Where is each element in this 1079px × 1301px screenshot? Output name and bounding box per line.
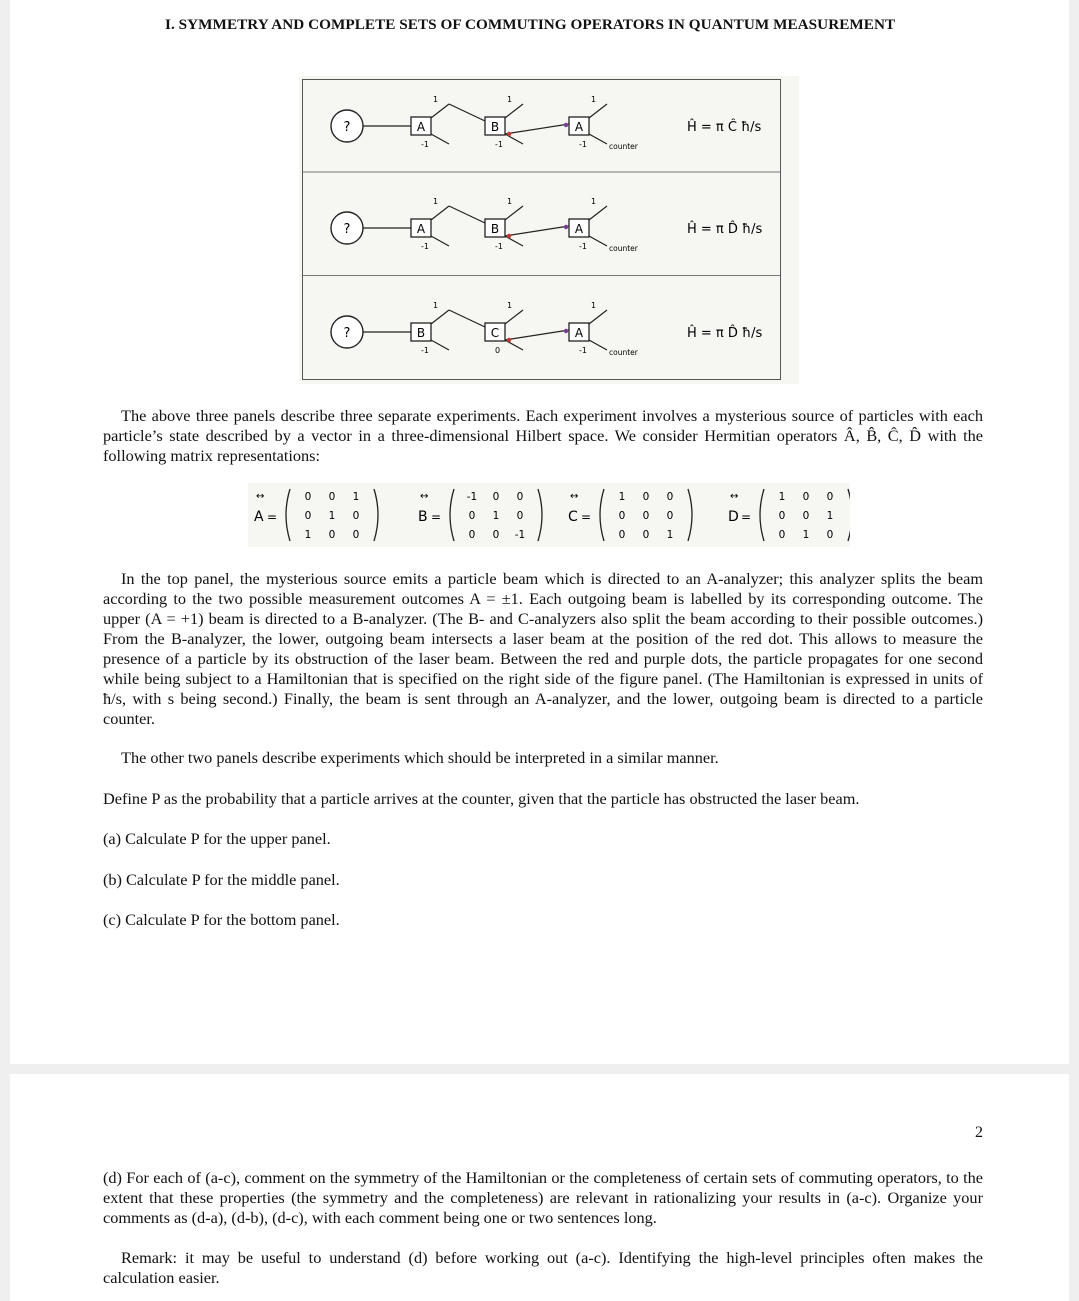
- matrix-entry: 0: [618, 529, 626, 541]
- analyzer-label: A: [416, 222, 426, 236]
- matrix-entry: 0: [802, 491, 810, 503]
- outcome-label: 1: [507, 197, 513, 206]
- counter-label: counter: [609, 348, 638, 357]
- matrix-label: C: [568, 509, 578, 525]
- define-text: Define P as the probability that a particle arrives at the counter, given that the particle has obstructed the laser beam.: [103, 789, 860, 808]
- question-c: (c) Calculate P for the bottom panel.: [103, 910, 340, 929]
- analyzer-label: B: [490, 120, 500, 134]
- matrix-entry: 0: [328, 529, 336, 541]
- matrix-entry: 0: [802, 510, 810, 522]
- equals-sign: =: [431, 510, 442, 524]
- question-b: (b) Calculate P for the middle panel.: [103, 870, 340, 889]
- outcome-label: -1: [579, 346, 587, 355]
- matrix-entry: 0: [826, 529, 834, 541]
- matrix-entry: 0: [618, 510, 626, 522]
- matrix-entry: 1: [802, 529, 810, 541]
- equals-sign: =: [267, 510, 278, 524]
- question-d: (d) For each of (a-c), comment on the symmetry of the Hamiltonian or the completeness of certain sets of commuting operators, to the extent that these properties (the symmetry and the completeness) are relevant in rationalizing your results in (a-c). Organize your comments as (d-a), (d-b), (d-c), with each comment being one or two sentences long.: [103, 1168, 983, 1227]
- matrix-entry: 0: [516, 510, 524, 522]
- top-panel-paragraph: In the top panel, the mysterious source emits a particle beam which is directed to an A-analyzer; this analyzer splits the beam according to the two possible measurement outcomes A = ±1. Each outgoing beam is labelled by its corresponding outcome. The upper (A = +1) beam is directed to a B-analyzer. (The B- and C-analyzers also split the beam according to their possible outcomes.) From the B-analyzer, the lower, outgoing beam intersects a laser beam at the position of the red dot. This allows to measure the presence of a particle by its obstruction of the laser beam. Between the red and purple dots, the particle propagates for one second while being subject to a Hamiltonian that is specified on the right side of the figure panel. (The Hamiltonian is expressed in units of ħ/s, with s being second.) Finally, the beam is sent through an A-analyzer, and the lower, outgoing beam is directed to a particle counter.: [103, 569, 983, 728]
- matrix-entry: 0: [468, 529, 476, 541]
- hamiltonian-label: Ĥ = π D̂ ħ/s: [687, 326, 763, 341]
- outcome-label: 1: [591, 301, 597, 310]
- matrix-entry: -1: [466, 491, 478, 503]
- analyzer-label: A: [574, 120, 584, 134]
- equals-sign: =: [581, 510, 592, 524]
- matrix-entry: 0: [492, 529, 500, 541]
- matrix-entry: 0: [642, 510, 650, 522]
- outcome-label: 1: [507, 95, 513, 104]
- matrix-entry: 0: [352, 529, 360, 541]
- analyzer-label: B: [416, 326, 426, 340]
- matrix-entry: 0: [778, 529, 786, 541]
- operator-arrow-icon: ↔: [256, 491, 265, 502]
- page-1: [10, 0, 1069, 1064]
- outcome-label: 1: [433, 301, 439, 310]
- matrix-entry: 0: [826, 491, 834, 503]
- analyzer-label: A: [574, 222, 584, 236]
- matrix-entry: 0: [352, 510, 360, 522]
- outcome-label: -1: [495, 242, 503, 251]
- matrix-entry: -1: [514, 529, 526, 541]
- purple-dot: [564, 329, 568, 333]
- intro-paragraph: The above three panels describe three separate experiments. Each experiment involves a mysterious source of particles with each particle’s state described by a vector in a three-dimensional Hilbert space. We consider Hermitian operators Â, B̂, Ĉ, D̂ with the following matrix representations:: [103, 406, 983, 465]
- outcome-label: -1: [421, 346, 429, 355]
- matrix-entry: 1: [304, 529, 312, 541]
- matrix-entry: 0: [304, 491, 312, 503]
- matrix-entry: 0: [642, 529, 650, 541]
- outcome-label: 1: [433, 197, 439, 206]
- outcome-label: 1: [507, 301, 513, 310]
- matrix-entry: 0: [666, 510, 674, 522]
- matrix-entry: 0: [778, 510, 786, 522]
- outcome-label: -1: [495, 140, 503, 149]
- operator-arrow-icon: ↔: [570, 491, 579, 502]
- outcome-label: 1: [591, 95, 597, 104]
- matrix-label: A: [254, 509, 264, 525]
- analyzer-label: B: [490, 222, 500, 236]
- operator-arrow-icon: ↔: [730, 491, 739, 502]
- matrix-entry: 1: [666, 529, 674, 541]
- analyzer-label: A: [416, 120, 426, 134]
- laser-red-dot: [507, 338, 511, 342]
- page-number: 2: [975, 1124, 983, 1141]
- remark: Remark: it may be useful to understand (d) before working out (a-c). Identifying the high-level principles often makes the calculation easier.: [103, 1248, 983, 1287]
- source-label: ?: [343, 222, 351, 237]
- hamiltonian-label: Ĥ = π Ĉ ħ/s: [687, 120, 762, 135]
- purple-dot: [564, 123, 568, 127]
- matrix-entry: 1: [328, 510, 336, 522]
- laser-red-dot: [507, 234, 511, 238]
- experiment-figure: [299, 76, 799, 384]
- matrix-entry: 1: [492, 510, 500, 522]
- hamiltonian-label: Ĥ = π D̂ ħ/s: [687, 222, 763, 237]
- equals-sign: =: [741, 510, 752, 524]
- matrix-definitions: [248, 483, 850, 547]
- analyzer-label: C: [490, 326, 500, 340]
- purple-dot: [564, 225, 568, 229]
- matrix-entry: 1: [618, 491, 626, 503]
- matrix-label: D: [728, 509, 739, 525]
- matrix-entry: 1: [352, 491, 360, 503]
- matrix-entry: 0: [516, 491, 524, 503]
- matrix-entry: 1: [826, 510, 834, 522]
- outcome-label: -1: [579, 242, 587, 251]
- laser-red-dot: [507, 132, 511, 136]
- source-label: ?: [343, 326, 351, 341]
- source-label: ?: [343, 120, 351, 135]
- counter-label: counter: [609, 142, 638, 151]
- matrix-label: B: [418, 509, 428, 525]
- operator-arrow-icon: ↔: [420, 491, 429, 502]
- matrix-entry: 0: [328, 491, 336, 503]
- outcome-label: 1: [591, 197, 597, 206]
- counter-label: counter: [609, 244, 638, 253]
- section-title: I. SYMMETRY AND COMPLETE SETS OF COMMUTING OPERATORS IN QUANTUM MEASUREMENT: [165, 16, 896, 33]
- matrix-entry: 0: [666, 491, 674, 503]
- other-panels-text: The other two panels describe experiments which should be interpreted in a similar manner.: [121, 748, 719, 767]
- outcome-label: 0: [495, 346, 501, 355]
- matrix-entry: 0: [492, 491, 500, 503]
- matrix-entry: 0: [468, 510, 476, 522]
- outcome-label: -1: [421, 242, 429, 251]
- outcome-label: -1: [421, 140, 429, 149]
- outcome-label: -1: [579, 140, 587, 149]
- analyzer-label: A: [574, 326, 584, 340]
- outcome-label: 1: [433, 95, 439, 104]
- matrix-entry: 1: [778, 491, 786, 503]
- matrix-entry: 0: [304, 510, 312, 522]
- question-a: (a) Calculate P for the upper panel.: [103, 829, 331, 848]
- page-2: [10, 1074, 1069, 1301]
- matrix-entry: 0: [642, 491, 650, 503]
